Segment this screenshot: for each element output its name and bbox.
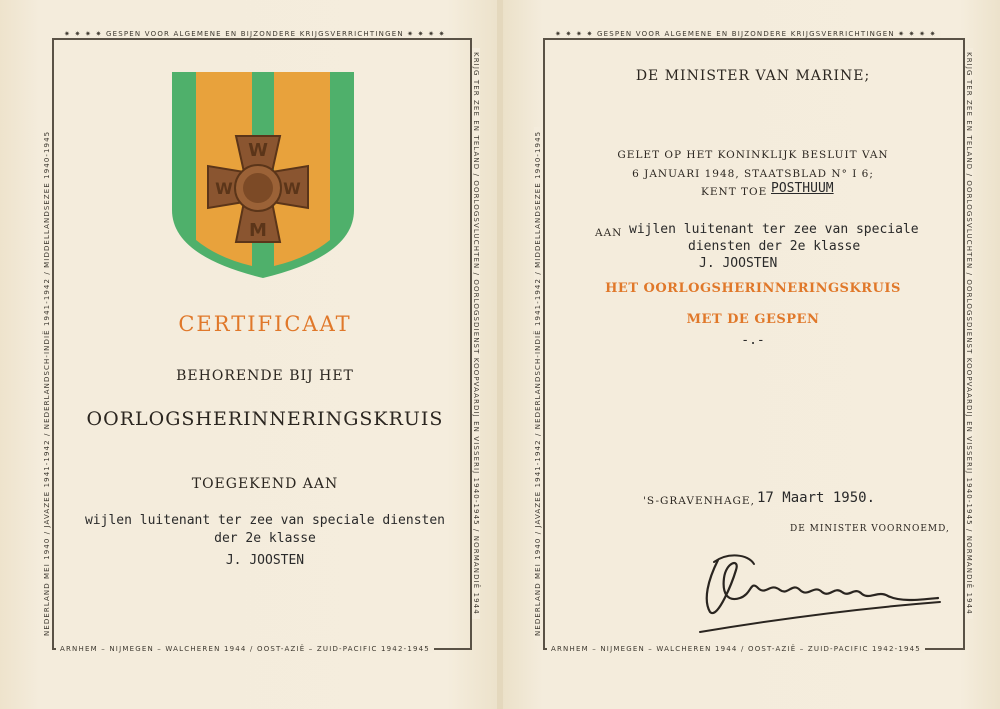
right-bottom-edge-text: ARNHEM – NIJMEGEN – WALCHEREN 1944 / OOST-AZIË – ZUID-PACIFIC 1942-1945 [547,645,925,653]
clasps-dash: -.- [741,333,765,348]
svg-text:W: W [215,179,233,198]
awarded-to: TOEGEKEND AAN [191,476,339,492]
right-left-edge-text: NEDERLAND MEI 1940 / JAVAZEE 1941-1942 / NEDERLANDSCH-INDIË 1941-1942 / MIDDELLANDSEZEE 1940-1945 [534,127,542,640]
left-top-edge-text: ✷ ✷ ✷ ✷ GESPEN VOOR ALGEMENE EN BIJZONDERE KRIJGSVERRICHTINGEN ✷ ✷ ✷ ✷ [60,30,450,38]
left-page [0,0,497,709]
issue-date: 17 Maart 1950. [757,490,876,506]
recipient-name-right: J. JOOSTEN [699,256,778,271]
certificate-title: CERTIFICAAT [178,312,352,336]
medal-ribbon-image [168,70,358,285]
belonging-line: BEHORENDE BIJ HET [176,368,354,384]
recipient-name: J. JOOSTEN [225,553,305,568]
svg-text:W: W [283,179,301,198]
minister-heading: DE MINISTER VAN MARINE; [635,68,871,84]
place-label: 'S-GRAVENHAGE, [643,495,755,507]
left-bottom-edge-text: ARNHEM – NIJMEGEN – WALCHEREN 1944 / OOST-AZIË – ZUID-PACIFIC 1942-1945 [56,645,434,653]
recipient-rank-line1: wijlen luitenant ter zee van speciale diensten [84,513,446,528]
grants-label: KENT TOE [701,186,768,198]
recipient-rank-line2-right: diensten der 2e klasse [688,239,861,254]
posthumous-typed: POSTHUUM [771,181,834,196]
minister-signature [688,540,948,640]
award-clasps: MET DE GESPEN [686,312,820,327]
award-name: HET OORLOGSHERINNERINGSKRUIS [605,281,901,296]
right-top-edge-text: ✷ ✷ ✷ ✷ GESPEN VOOR ALGEMENE EN BIJZONDERE KRIJGSVERRICHTINGEN ✷ ✷ ✷ ✷ [551,30,941,38]
decree-line2: 6 JANUARI 1948, STAATSBLAD N° I 6; [632,168,874,180]
recipient-rank-line1-right: wijlen luitenant ter zee van speciale [629,222,919,237]
svg-text:M: M [249,220,267,241]
minister-signature-label: DE MINISTER VOORNOEMD, [790,524,950,534]
right-right-edge-text: KRIJG TER ZEE EN TELAND / OORLOGSVLUCHTEN / OORLOGSDIENST KOOPVAARDIJ EN VISSERIJ 1940-1945 / NORMANDIË 1944 [965,48,973,619]
left-right-edge-text: KRIJG TER ZEE EN TELAND / OORLOGSVLUCHTEN / OORLOGSDIENST KOOPVAARDIJ EN VISSERIJ 1940-1945 / NORMANDIË 1944 [472,48,480,619]
cross-name: OORLOGSHERINNERINGSKRUIS [86,408,444,430]
recipient-rank-line2: der 2e klasse [214,531,316,546]
to-label: AAN [595,227,623,239]
decree-line1: GELET OP HET KONINKLIJK BESLUIT VAN [617,149,889,161]
left-left-edge-text: NEDERLAND MEI 1940 / JAVAZEE 1941-1942 / NEDERLANDSCH-INDIË 1941-1942 / MIDDELLANDSEZEE 1940-1945 [43,127,51,640]
svg-text:W: W [248,140,268,161]
right-page [503,0,1000,709]
